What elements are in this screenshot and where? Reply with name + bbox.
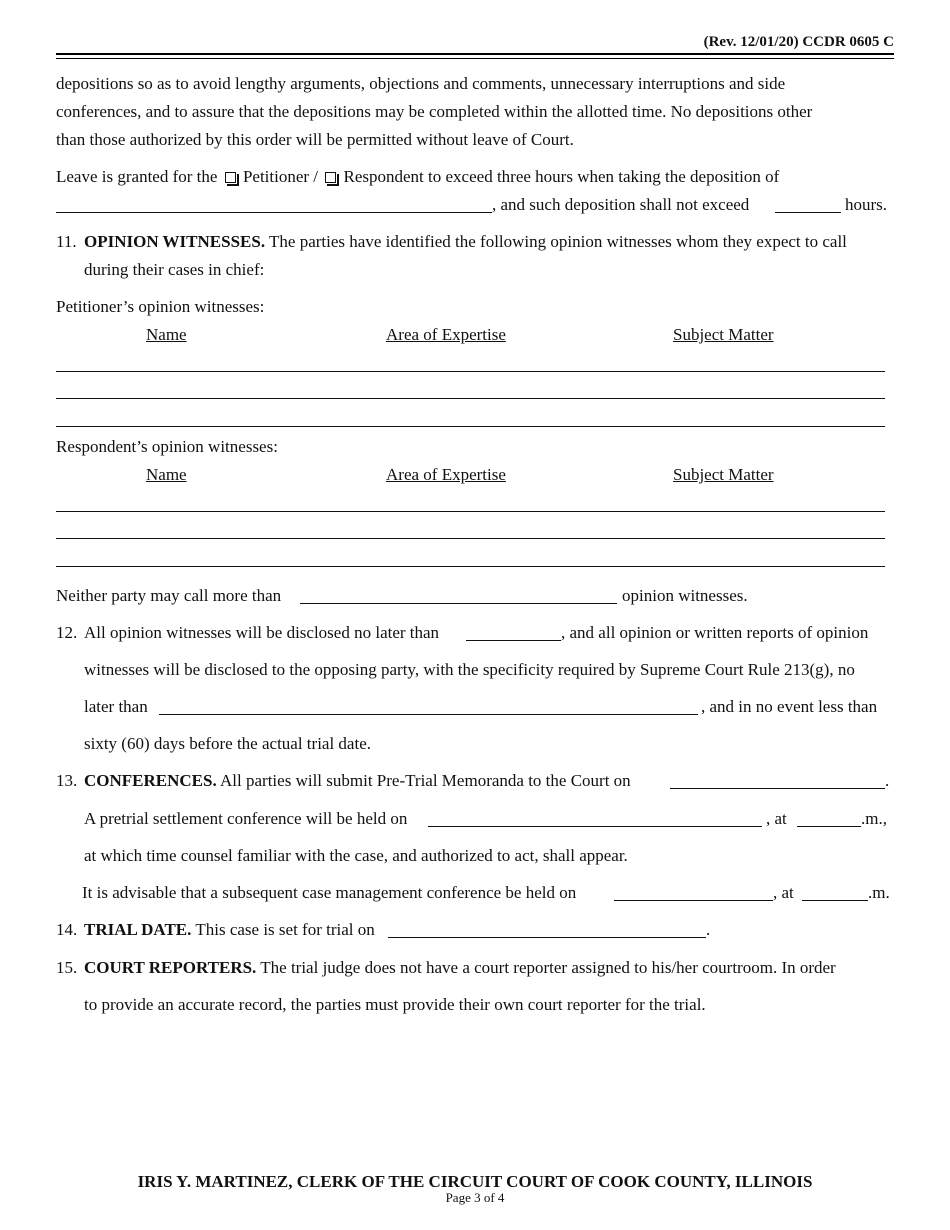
section-11-text: during their cases in chief: <box>84 260 265 279</box>
petitioner-checkbox[interactable] <box>225 172 236 183</box>
intro-line: conferences, and to assure that the depositions may be completed within the allotted time. No depositions other <box>56 102 813 121</box>
petitioner-label: Petitioner / <box>242 167 319 186</box>
settlement-conference-time-blank[interactable] <box>797 826 861 827</box>
page-number: Page 3 of 4 <box>445 1190 505 1205</box>
settlement-conference-date-blank[interactable] <box>428 826 762 827</box>
section-14-number: 14. <box>56 920 78 939</box>
section-12-text: , and all opinion or written reports of opinion <box>561 623 869 642</box>
section-12-text: witnesses will be disclosed to the opposing party, with the specificity required by Supreme Court Rule 213(g), no <box>84 660 855 679</box>
section-11-line <box>84 232 847 252</box>
period: . <box>706 920 711 939</box>
section-15-text: The trial judge does not have a court reporter assigned to his/her courtroom. In order <box>260 958 836 977</box>
section-12-text: sixty (60) days before the actual trial date. <box>84 734 371 753</box>
section-15-number: 15. <box>56 958 78 977</box>
period: . <box>885 771 890 790</box>
section-13-heading: CONFERENCES. <box>84 771 217 790</box>
section-11-number: 11. <box>56 232 77 251</box>
intro-line: depositions so as to avoid lengthy arguments, objections and comments, unnecessary interruptions and side <box>56 74 786 93</box>
deponent-name-blank[interactable] <box>56 212 492 213</box>
respondent-label: Respondent to exceed three hours when taking the deposition of <box>343 167 780 186</box>
section-13-text: It is advisable that a subsequent case management conference be held on <box>82 883 577 902</box>
section-11-text: The parties have identified the following opinion witnesses whom they expect to call <box>269 232 847 251</box>
witness-limit-pre: Neither party may call more than <box>56 586 282 605</box>
section-14-text: This case is set for trial on <box>195 920 375 939</box>
leave-line <box>56 167 779 187</box>
section-15-heading: COURT REPORTERS. <box>84 958 257 977</box>
column-header-subject: Subject Matter <box>673 465 774 484</box>
header-rule <box>56 53 894 55</box>
column-header-subject: Subject Matter <box>673 325 774 344</box>
section-13-text: , at <box>773 883 794 902</box>
section-11-heading: OPINION WITNESSES. <box>84 232 266 251</box>
respondent-witness-row[interactable] <box>56 566 885 567</box>
column-header-name: Name <box>146 465 187 484</box>
section-12-text: , and in no event less than <box>701 697 878 716</box>
section-12-number: 12. <box>56 623 78 642</box>
respondent-witness-row[interactable] <box>56 538 885 539</box>
section-14-heading: TRIAL DATE. <box>84 920 192 939</box>
petitioner-witness-row[interactable] <box>56 371 885 372</box>
respondent-witness-row[interactable] <box>56 511 885 512</box>
section-13-number: 13. <box>56 771 78 790</box>
section-13-text: A pretrial settlement conference will be held on <box>84 809 408 828</box>
section-12-text: later than <box>84 697 148 716</box>
section-13-text: .m. <box>868 883 890 902</box>
header-rule-thin <box>56 58 894 59</box>
leave-pre: Leave is granted for the <box>56 167 218 186</box>
section-13-line <box>84 771 631 791</box>
leave-mid: , and such deposition shall not exceed <box>492 195 750 214</box>
section-13-text: .m., <box>861 809 887 828</box>
section-13-text: All parties will submit Pre-Trial Memoranda to the Court on <box>220 771 631 790</box>
section-13-text: at which time counsel familiar with the case, and authorized to act, shall appear. <box>84 846 628 865</box>
reports-date-blank[interactable] <box>159 714 698 715</box>
memoranda-date-blank[interactable] <box>670 788 885 789</box>
column-header-expertise: Area of Expertise <box>386 465 506 484</box>
deposition-hours-blank[interactable] <box>775 212 841 213</box>
disclosure-date-blank[interactable] <box>466 640 561 641</box>
intro-line: than those authorized by this order will be permitted without leave of Court. <box>56 130 574 149</box>
column-header-expertise: Area of Expertise <box>386 325 506 344</box>
form-id: (Rev. 12/01/20) CCDR 0605 C <box>703 34 894 50</box>
case-management-time-blank[interactable] <box>802 900 868 901</box>
respondent-checkbox[interactable] <box>325 172 336 183</box>
respondent-witnesses-label: Respondent’s opinion witnesses: <box>56 437 278 456</box>
petitioner-witness-row[interactable] <box>56 426 885 427</box>
section-13-text: , at <box>766 809 787 828</box>
column-header-name: Name <box>146 325 187 344</box>
witness-limit-blank[interactable] <box>300 603 617 604</box>
section-14-line <box>84 920 375 940</box>
section-15-text: to provide an accurate record, the parties must provide their own court reporter for the trial. <box>84 995 706 1014</box>
leave-post: hours. <box>845 195 888 214</box>
trial-date-blank[interactable] <box>388 937 706 938</box>
case-management-date-blank[interactable] <box>614 900 773 901</box>
witness-limit-post: opinion witnesses. <box>622 586 748 605</box>
section-15-line <box>84 958 836 978</box>
section-12-text: All opinion witnesses will be disclosed no later than <box>84 623 440 642</box>
petitioner-witness-row[interactable] <box>56 398 885 399</box>
petitioner-witnesses-label: Petitioner’s opinion witnesses: <box>56 297 265 316</box>
clerk-footer: IRIS Y. MARTINEZ, CLERK OF THE CIRCUIT COURT OF COOK COUNTY, ILLINOIS <box>137 1172 813 1191</box>
